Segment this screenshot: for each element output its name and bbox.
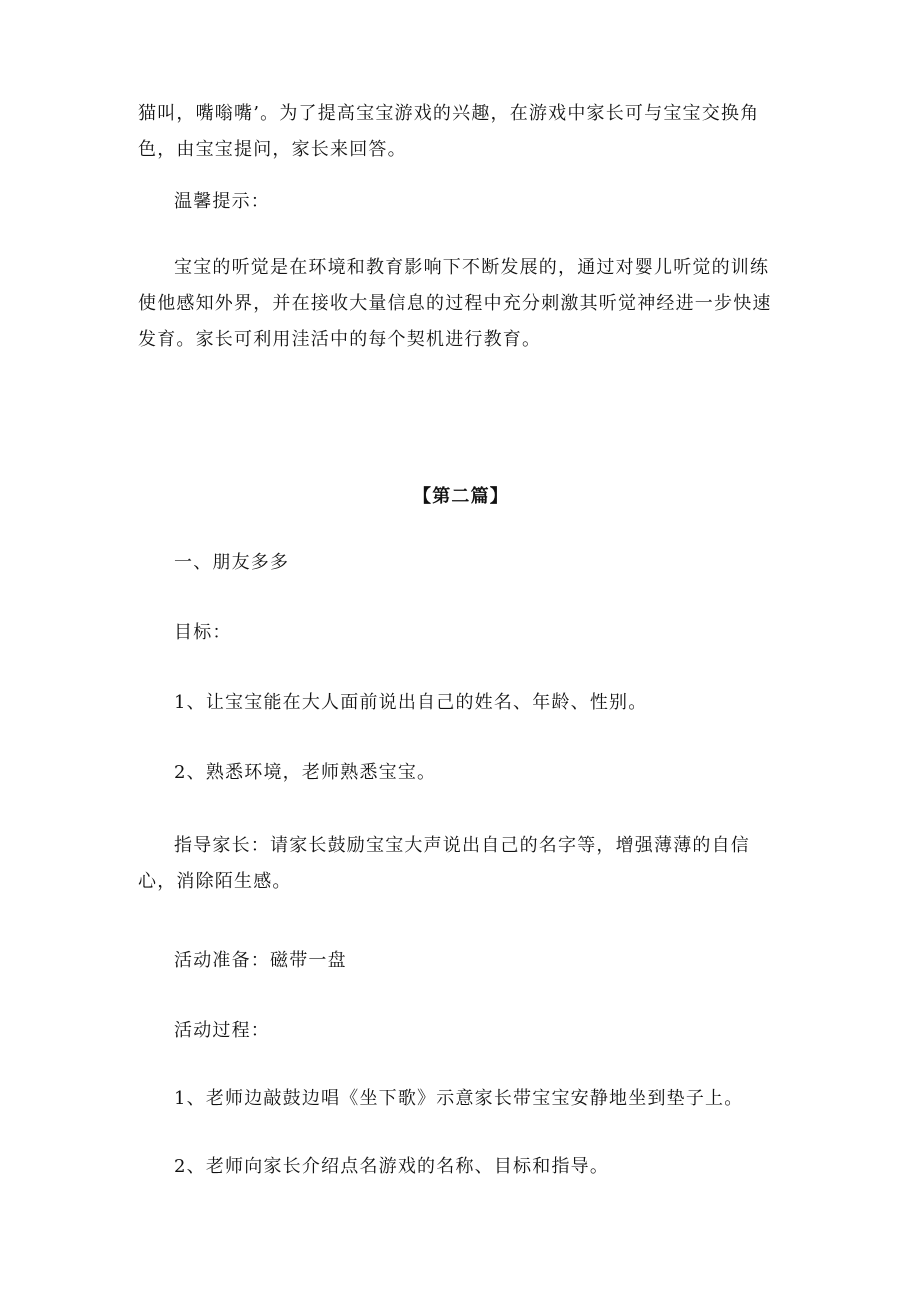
paragraph-parent-guidance: 指导家长：请家长鼓励宝宝大声说出自己的名字等，增强薄薄的自信心，消除陌生感。 — [138, 835, 750, 892]
paragraph-tip-label: 温馨提示： — [174, 191, 270, 212]
paragraph-goal-1: 1、让宝宝能在大人面前说出自己的姓名、年龄、性别。 — [174, 692, 648, 713]
paragraph-process-2: 2、老师向家长介绍点名游戏的名称、目标和指导。 — [174, 1156, 610, 1177]
paragraph-goal-2: 2、熟悉环境，老师熟悉宝宝。 — [174, 762, 437, 783]
paragraph-preparation: 活动准备：磁带一盘 — [174, 950, 347, 971]
paragraph-continuation: 猫叫，嘴嗡嘴’。为了提高宝宝游戏的兴趣，在游戏中家长可与宝宝交换角色，由宝宝提问，家长来回答。 — [138, 103, 760, 160]
paragraph-subtitle: 一、朋友多多 — [174, 552, 290, 573]
paragraph-tip-body: 宝宝的听觉是在环境和教育影响下不断发展的，通过对婴儿听觉的训练使他感知外界，并在接收大量信息的过程中充分刺激其听觉神经进一步快速发育。家长可利用洼活中的每个契机进行教育。 — [138, 257, 772, 350]
section-title: 【第二篇】 — [413, 486, 509, 507]
paragraph-goal-label: 目标： — [174, 622, 232, 643]
paragraph-process-1: 1、老师边敲鼓边唱《坐下歌》示意家长带宝宝安静地坐到垫子上。 — [174, 1088, 744, 1109]
paragraph-process-label: 活动过程： — [174, 1020, 270, 1041]
